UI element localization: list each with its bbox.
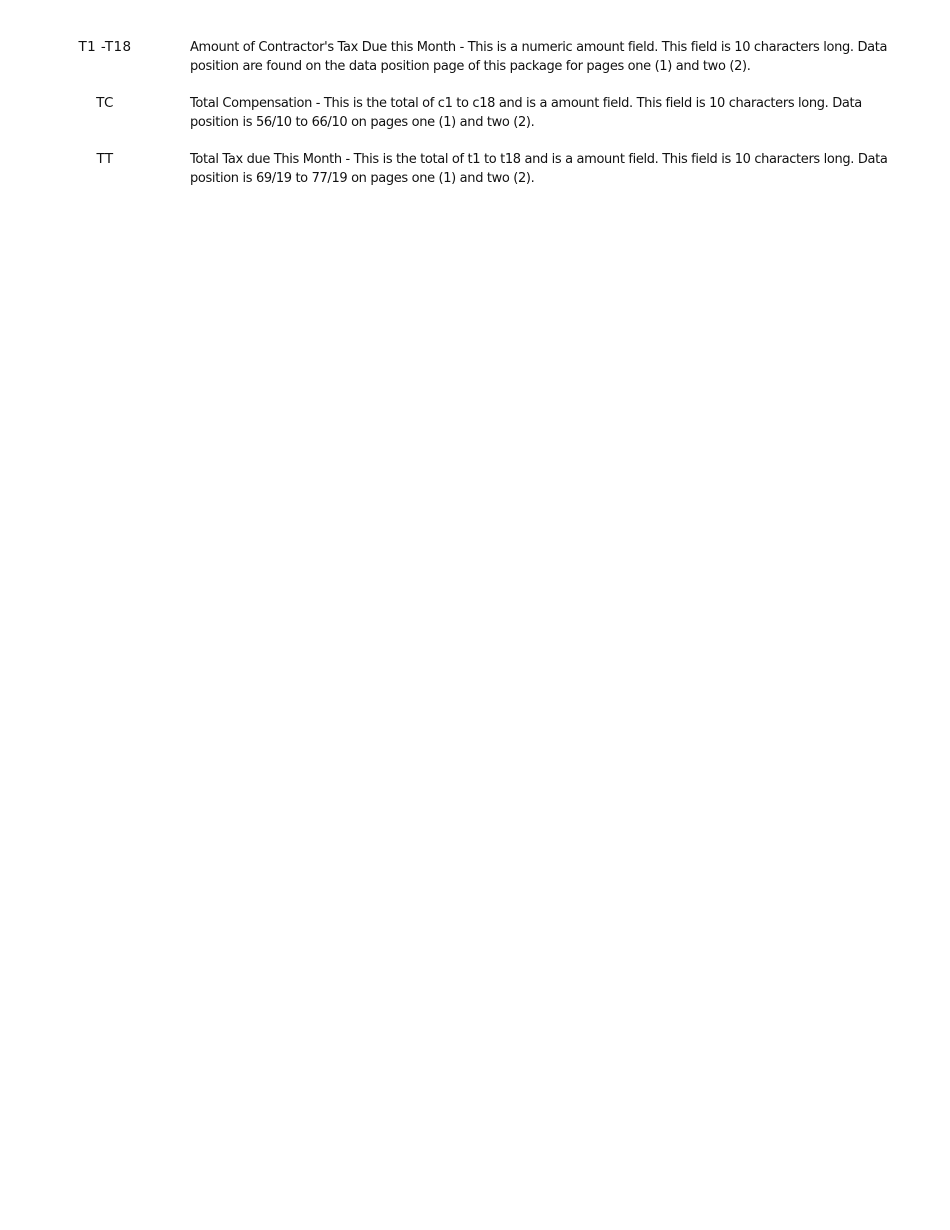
- description-line: Total Tax due This Month - This is the total of t1 to t18 and is a amount field. This field is 10 characters long. Data: [190, 152, 888, 167]
- field-description: [190, 38, 914, 76]
- field-description: [190, 94, 914, 132]
- description-line: Amount of Contractor's Tax Due this Month - This is a numeric amount field. This field is 10 characters long. Data: [190, 40, 888, 55]
- description-line: position is 69/19 to 77/19 on pages one (1) and two (2).: [190, 171, 535, 186]
- description-line: position is 56/10 to 66/10 on pages one (1) and two (2).: [190, 115, 535, 130]
- field-code: TC: [96, 95, 114, 111]
- description-line: Total Compensation - This is the total of c1 to c18 and is a amount field. This field is 10 characters long. Data: [190, 96, 862, 111]
- field-description: [190, 150, 914, 188]
- description-line: position are found on the data position page of this package for pages one (1) and two (2).: [190, 59, 751, 74]
- field-code: T1 -T18: [78, 39, 132, 55]
- field-code: TT: [96, 151, 114, 167]
